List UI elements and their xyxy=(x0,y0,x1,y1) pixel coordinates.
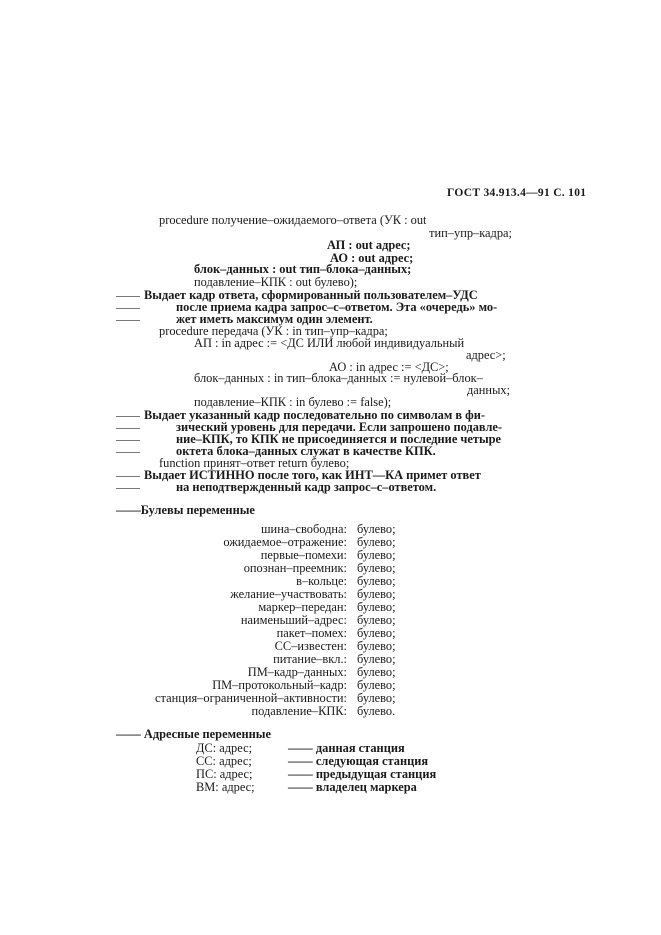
proc2-line3: адрес>; xyxy=(466,348,506,362)
bool-type: булево; xyxy=(357,548,396,562)
bool-type: булево; xyxy=(357,665,396,679)
bool-name: ПМ–кадр–данных: xyxy=(247,665,347,679)
bool-name: подавление–КПК: xyxy=(251,704,347,718)
proc1-line5: блок–данных : out тип–блока–данных; xyxy=(194,262,412,276)
bool-type: булево; xyxy=(357,522,396,536)
addr-comment: —— владелец маркера xyxy=(288,780,417,794)
comment1-line3: жет иметь максимум один элемент. xyxy=(176,312,373,326)
bool-name: в–кольце: xyxy=(296,574,347,588)
bool-name: ПМ–протокольный–кадр: xyxy=(212,678,347,692)
comment2-line4: октета блока–данных служат в качестве КПК. xyxy=(176,444,436,458)
bool-type: булево; xyxy=(357,652,396,666)
proc1-line4: АО : out адрес; xyxy=(330,251,414,265)
addr-name: СС: адрес; xyxy=(196,754,252,768)
proc2-line2: АП : in адрес := <ДС ИЛИ любой индивидуальный xyxy=(194,336,465,350)
proc2-line6: подавление–КПК : in булево := false); xyxy=(194,395,392,409)
addr-comment: —— данная станция xyxy=(288,741,405,755)
bool-type: булево; xyxy=(357,600,396,614)
bool-name: СС–известен: xyxy=(274,639,347,653)
proc2-line4: АО : in адрес := <ДС>; xyxy=(329,360,449,374)
function-line: function принят–ответ return булево; xyxy=(159,456,350,470)
bool-type: булево; xyxy=(357,574,396,588)
addr-comment: —— следующая станция xyxy=(288,754,429,768)
comment3-mark-2: —— xyxy=(116,480,140,494)
bool-section-title: ——Булевы переменные xyxy=(116,503,255,517)
bool-type: булево; xyxy=(357,535,396,549)
comment2-line1: Выдает указанный кадр последовательно по символам в фи- xyxy=(144,408,486,422)
addr-comment: —— предыдущая станция xyxy=(288,767,437,781)
comment3-line1: Выдает ИСТИННО после того, как ИНТ—КА примет ответ xyxy=(144,468,481,482)
addr-name: ВМ: адрес; xyxy=(196,780,255,794)
bool-type: булево. xyxy=(357,704,396,718)
bool-name: опознан–преемник: xyxy=(243,561,347,575)
proc2-line5b: данных; xyxy=(467,383,511,397)
proc2-line5a: блок–данных : in тип–блока–данных := нулевой–блок– xyxy=(194,371,483,385)
proc2-line1: procedure передача (УК : in тип–упр–кадра; xyxy=(159,324,388,338)
proc1-line2: тип–упр–кадра; xyxy=(429,226,512,240)
bool-name: первые–помехи: xyxy=(260,548,347,562)
comment2-mark-3: —— xyxy=(116,432,140,446)
comment3-mark-1: —— xyxy=(116,468,140,482)
proc1-line6: подавление–КПК : out булево); xyxy=(194,275,358,289)
bool-name: ожидаемое–отражение: xyxy=(223,535,347,549)
page-header: ГОСТ 34.913.4—91 С. 101 xyxy=(447,187,587,199)
bool-type: булево; xyxy=(357,691,396,705)
comment2-mark-2: —— xyxy=(116,420,140,434)
bool-type: булево; xyxy=(357,561,396,575)
bool-name: маркер–передан: xyxy=(258,600,347,614)
bool-type: булево; xyxy=(357,678,396,692)
comment1-mark-3: —— xyxy=(116,312,140,326)
bool-name: питание–вкл.: xyxy=(273,652,347,666)
bool-name: наименьший–адрес: xyxy=(240,613,347,627)
comment2-line2: зический уровень для передачи. Если запрошено подавле- xyxy=(176,420,503,434)
bool-name: желание–участвовать: xyxy=(230,587,347,601)
comment2-line3: ние–КПК, то КПК не присоединяется и последние четыре xyxy=(176,432,502,446)
bool-type: булево; xyxy=(357,626,396,640)
bool-type: булево; xyxy=(357,587,396,601)
comment2-mark-4: —— xyxy=(116,444,140,458)
comment1-mark-1: —— xyxy=(116,288,140,302)
bool-name: шина–свободна: xyxy=(261,522,347,536)
proc1-line3: АП : out адрес; xyxy=(327,238,411,252)
comment1-line2: после приема кадра запрос–с–ответом. Эта «очередь» мо- xyxy=(176,300,498,314)
addr-section-title: —— Адресные переменные xyxy=(116,727,271,741)
bool-type: булево; xyxy=(357,639,396,653)
comment2-mark-1: —— xyxy=(116,408,140,422)
addr-name: ПС: адрес; xyxy=(196,767,253,781)
comment1-line1: Выдает кадр ответа, сформированный пользователем–УДС xyxy=(144,288,478,302)
bool-name: пакет–помех: xyxy=(276,626,347,640)
bool-type: булево; xyxy=(357,613,396,627)
bool-name: станция–ограниченной–активности: xyxy=(155,691,347,705)
comment3-line2: на неподтвержденный кадр запрос–с–ответом. xyxy=(176,480,437,494)
comment1-mark-2: —— xyxy=(116,300,140,314)
addr-name: ДС: адрес; xyxy=(196,741,253,755)
proc1-line1: procedure получение–ожидаемого–ответа (УК : out xyxy=(159,213,427,227)
